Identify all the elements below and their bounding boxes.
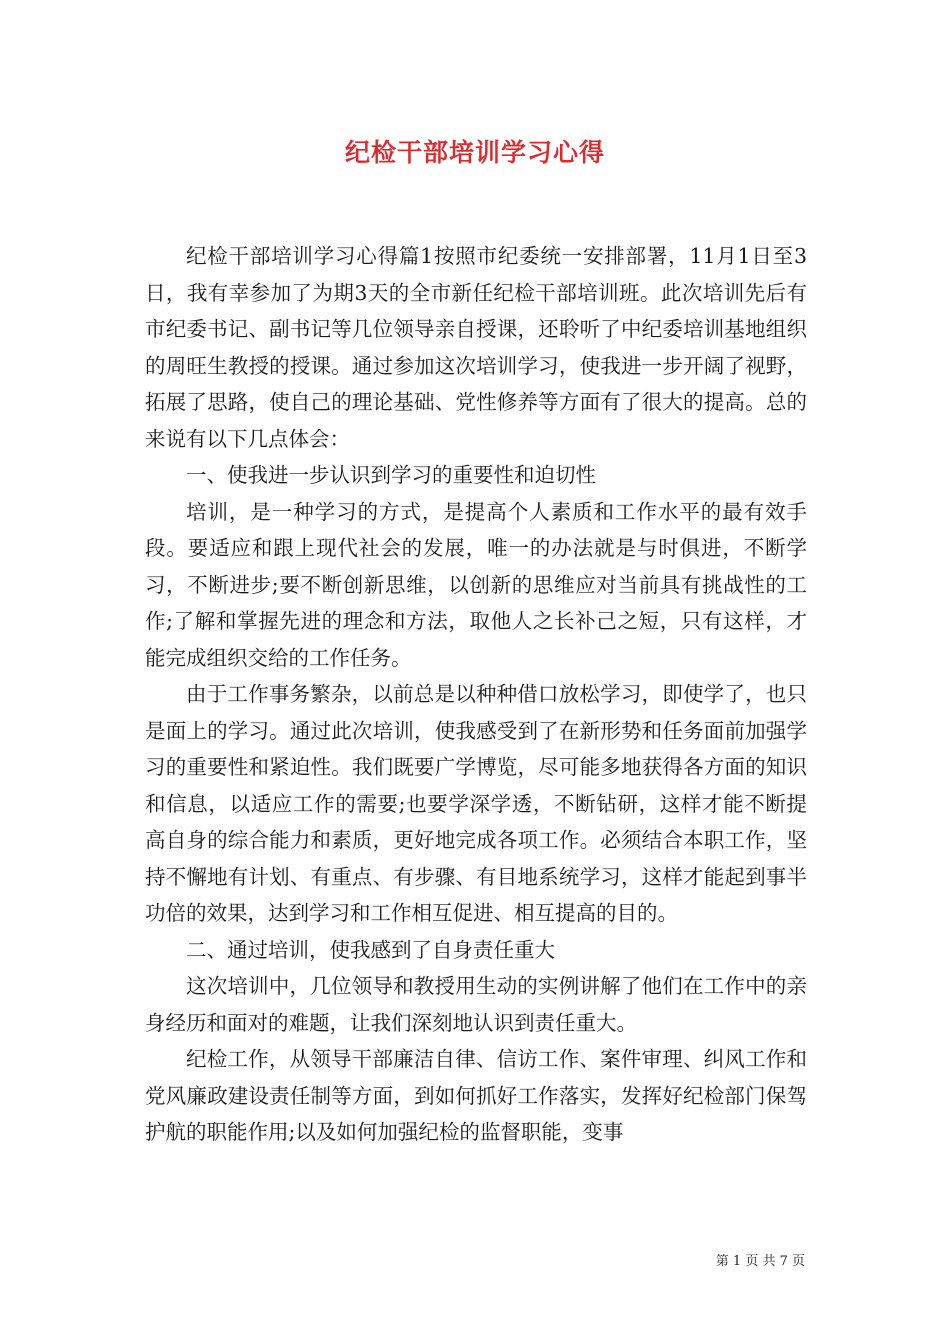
- paragraph: 这次培训中，几位领导和教授用生动的实例讲解了他们在工作中的亲身经历和面对的难题，让我们深刻地认识到责任重大。: [145, 974, 807, 1035]
- section-heading-1: 一、使我进一步认识到学习的重要性和迫切性: [186, 463, 596, 487]
- document-title: 纪检干部培训学习心得: [344, 138, 605, 167]
- paragraph: 纪检工作，从领导干部廉洁自律、信访工作、案件审理、纠风工作和党风廉政建设责任制等方面，到如何抓好工作落实，发挥好纪检部门保驾护航的职能作用;以及如何加强纪检的监督职能，变事: [145, 1047, 807, 1144]
- paragraph-intro: 纪检干部培训学习心得篇1按照市纪委统一安排部署，11月1日至3日，我有幸参加了为期3天的全市新任纪检干部培训班。此次培训先后有市纪委书记、副书记等几位领导亲自授课，还聆听了中纪委培训基地组织的周旺生教授的授课。通过参加这次培训学习，使我进一步开阔了视野，拓展了思路，使自己的理论基础、党性修养等方面有了很大的提高。总的来说有以下几点体会：: [145, 244, 807, 451]
- page-number-footer: 第 1 页 共 7 页: [715, 1254, 805, 1269]
- section-heading-2: 二、通过培训，使我感到了自身责任重大: [186, 937, 555, 962]
- paragraph: 培训，是一种学习的方式，是提高个人素质和工作水平的最有效手段。要适应和跟上现代社会的发展，唯一的办法就是与时俱进，不断学习，不断进步;要不断创新思维，以创新的思维应对当前具有挑战性的工作;了解和掌握先进的理念和方法，取他人之长补己之短，只有这样，才能完成组织交给的工作任务。: [145, 499, 807, 670]
- document-body: [145, 238, 807, 1151]
- paragraph: 由于工作事务繁杂，以前总是以种种借口放松学习，即使学了，也只是面上的学习。通过此次培训，使我感受到了在新形势和任务面前加强学习的重要性和紧迫性。我们既要广学博览，尽可能多地获得各方面的知识和信息，以适应工作的需要;也要学深学透，不断钻研，这样才能不断提高自身的综合能力和素质，更好地完成各项工作。必须结合本职工作，坚持不懈地有计划、有重点、有步骤、有目地系统学习，这样才能起到事半功倍的效果，达到学习和工作相互促进、相互提高的目的。: [145, 682, 807, 925]
